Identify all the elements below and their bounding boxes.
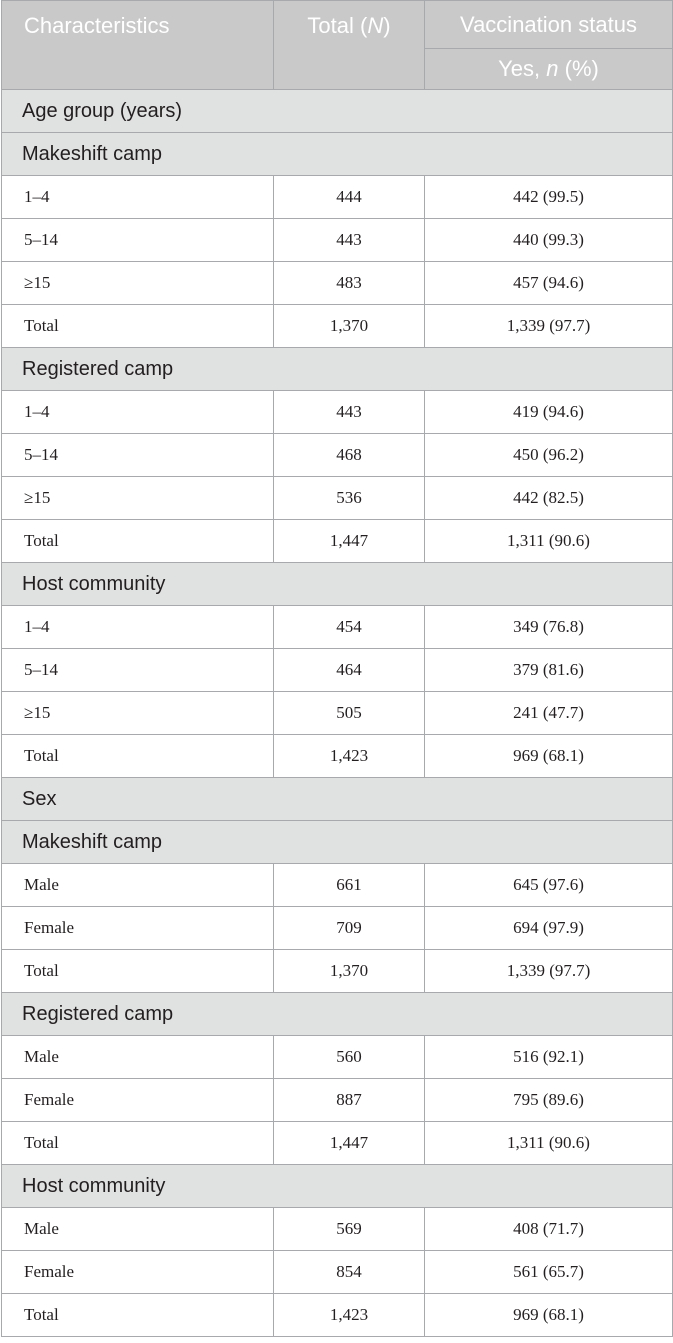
table-row [2, 1208, 673, 1251]
table-row [2, 907, 673, 950]
table-row [2, 606, 673, 649]
row-total: 464 [274, 649, 425, 692]
row-total: 443 [274, 219, 425, 262]
row-total: 454 [274, 606, 425, 649]
section-label: Registered camp [2, 348, 673, 391]
row-label: 1–4 [2, 176, 274, 219]
row-vaccinated-yes: 457 (94.6) [425, 262, 673, 305]
table-row [2, 262, 673, 305]
section-label: Age group (years) [2, 90, 673, 133]
table-row [2, 649, 673, 692]
table-row [2, 864, 673, 907]
table-header [2, 1, 673, 90]
row-vaccinated-yes: 419 (94.6) [425, 391, 673, 434]
row-total: 536 [274, 477, 425, 520]
row-total: 854 [274, 1251, 425, 1294]
section-header-row [2, 1165, 673, 1208]
row-vaccinated-yes: 241 (47.7) [425, 692, 673, 735]
table-row [2, 1079, 673, 1122]
section-header-row [2, 133, 673, 176]
row-total: 1,370 [274, 950, 425, 993]
section-label: Registered camp [2, 993, 673, 1036]
row-vaccinated-yes: 969 (68.1) [425, 1294, 673, 1337]
section-label: Makeshift camp [2, 821, 673, 864]
section-header-row [2, 90, 673, 133]
row-total: 1,423 [274, 1294, 425, 1337]
row-total: 569 [274, 1208, 425, 1251]
row-total: 1,370 [274, 305, 425, 348]
table-row [2, 1251, 673, 1294]
row-label: 1–4 [2, 391, 274, 434]
row-vaccinated-yes: 1,311 (90.6) [425, 1122, 673, 1165]
section-header-row [2, 778, 673, 821]
row-vaccinated-yes: 969 (68.1) [425, 735, 673, 778]
table-row [2, 305, 673, 348]
table-row [2, 219, 673, 262]
row-total: 560 [274, 1036, 425, 1079]
section-header-row [2, 821, 673, 864]
row-label: 1–4 [2, 606, 274, 649]
table-row [2, 1294, 673, 1337]
row-total: 505 [274, 692, 425, 735]
row-vaccinated-yes: 795 (89.6) [425, 1079, 673, 1122]
row-vaccinated-yes: 561 (65.7) [425, 1251, 673, 1294]
section-header-row [2, 993, 673, 1036]
table-body [2, 90, 673, 1337]
row-label: ≥15 [2, 262, 274, 305]
vaccination-table [1, 0, 673, 1337]
row-total: 444 [274, 176, 425, 219]
row-label: 5–14 [2, 219, 274, 262]
row-vaccinated-yes: 408 (71.7) [425, 1208, 673, 1251]
row-vaccinated-yes: 442 (82.5) [425, 477, 673, 520]
row-label: Female [2, 907, 274, 950]
row-label: Male [2, 864, 274, 907]
table-row [2, 692, 673, 735]
row-total: 443 [274, 391, 425, 434]
row-total: 1,423 [274, 735, 425, 778]
row-total: 468 [274, 434, 425, 477]
section-header-row [2, 348, 673, 391]
row-total: 483 [274, 262, 425, 305]
row-label: Total [2, 1122, 274, 1165]
row-label: 5–14 [2, 649, 274, 692]
row-label: ≥15 [2, 692, 274, 735]
row-total: 887 [274, 1079, 425, 1122]
section-header-row [2, 563, 673, 606]
row-label: Male [2, 1208, 274, 1251]
row-label: 5–14 [2, 434, 274, 477]
header-characteristics: Characteristics [2, 1, 274, 90]
row-vaccinated-yes: 440 (99.3) [425, 219, 673, 262]
row-vaccinated-yes: 450 (96.2) [425, 434, 673, 477]
row-vaccinated-yes: 1,311 (90.6) [425, 520, 673, 563]
section-label: Host community [2, 1165, 673, 1208]
row-vaccinated-yes: 442 (99.5) [425, 176, 673, 219]
row-vaccinated-yes: 645 (97.6) [425, 864, 673, 907]
row-vaccinated-yes: 1,339 (97.7) [425, 950, 673, 993]
header-yes-n-percent: Yes, n (%) [425, 49, 673, 90]
table-row [2, 950, 673, 993]
row-vaccinated-yes: 379 (81.6) [425, 649, 673, 692]
table-row [2, 391, 673, 434]
row-total: 1,447 [274, 520, 425, 563]
row-label: Total [2, 305, 274, 348]
table-row [2, 176, 673, 219]
row-label: Total [2, 735, 274, 778]
table-row [2, 434, 673, 477]
row-label: Total [2, 1294, 274, 1337]
table-row [2, 1122, 673, 1165]
row-label: Female [2, 1251, 274, 1294]
row-label: Male [2, 1036, 274, 1079]
row-vaccinated-yes: 1,339 (97.7) [425, 305, 673, 348]
row-label: Female [2, 1079, 274, 1122]
table-row [2, 735, 673, 778]
header-vaccination-status: Vaccination status [425, 1, 673, 49]
header-total: Total (N) [274, 1, 425, 90]
row-label: ≥15 [2, 477, 274, 520]
row-label: Total [2, 950, 274, 993]
row-total: 661 [274, 864, 425, 907]
row-vaccinated-yes: 694 (97.9) [425, 907, 673, 950]
row-vaccinated-yes: 516 (92.1) [425, 1036, 673, 1079]
table-row [2, 1036, 673, 1079]
row-label: Total [2, 520, 274, 563]
table-row [2, 477, 673, 520]
section-label: Makeshift camp [2, 133, 673, 176]
row-total: 709 [274, 907, 425, 950]
table-row [2, 520, 673, 563]
section-label: Sex [2, 778, 673, 821]
row-vaccinated-yes: 349 (76.8) [425, 606, 673, 649]
section-label: Host community [2, 563, 673, 606]
row-total: 1,447 [274, 1122, 425, 1165]
